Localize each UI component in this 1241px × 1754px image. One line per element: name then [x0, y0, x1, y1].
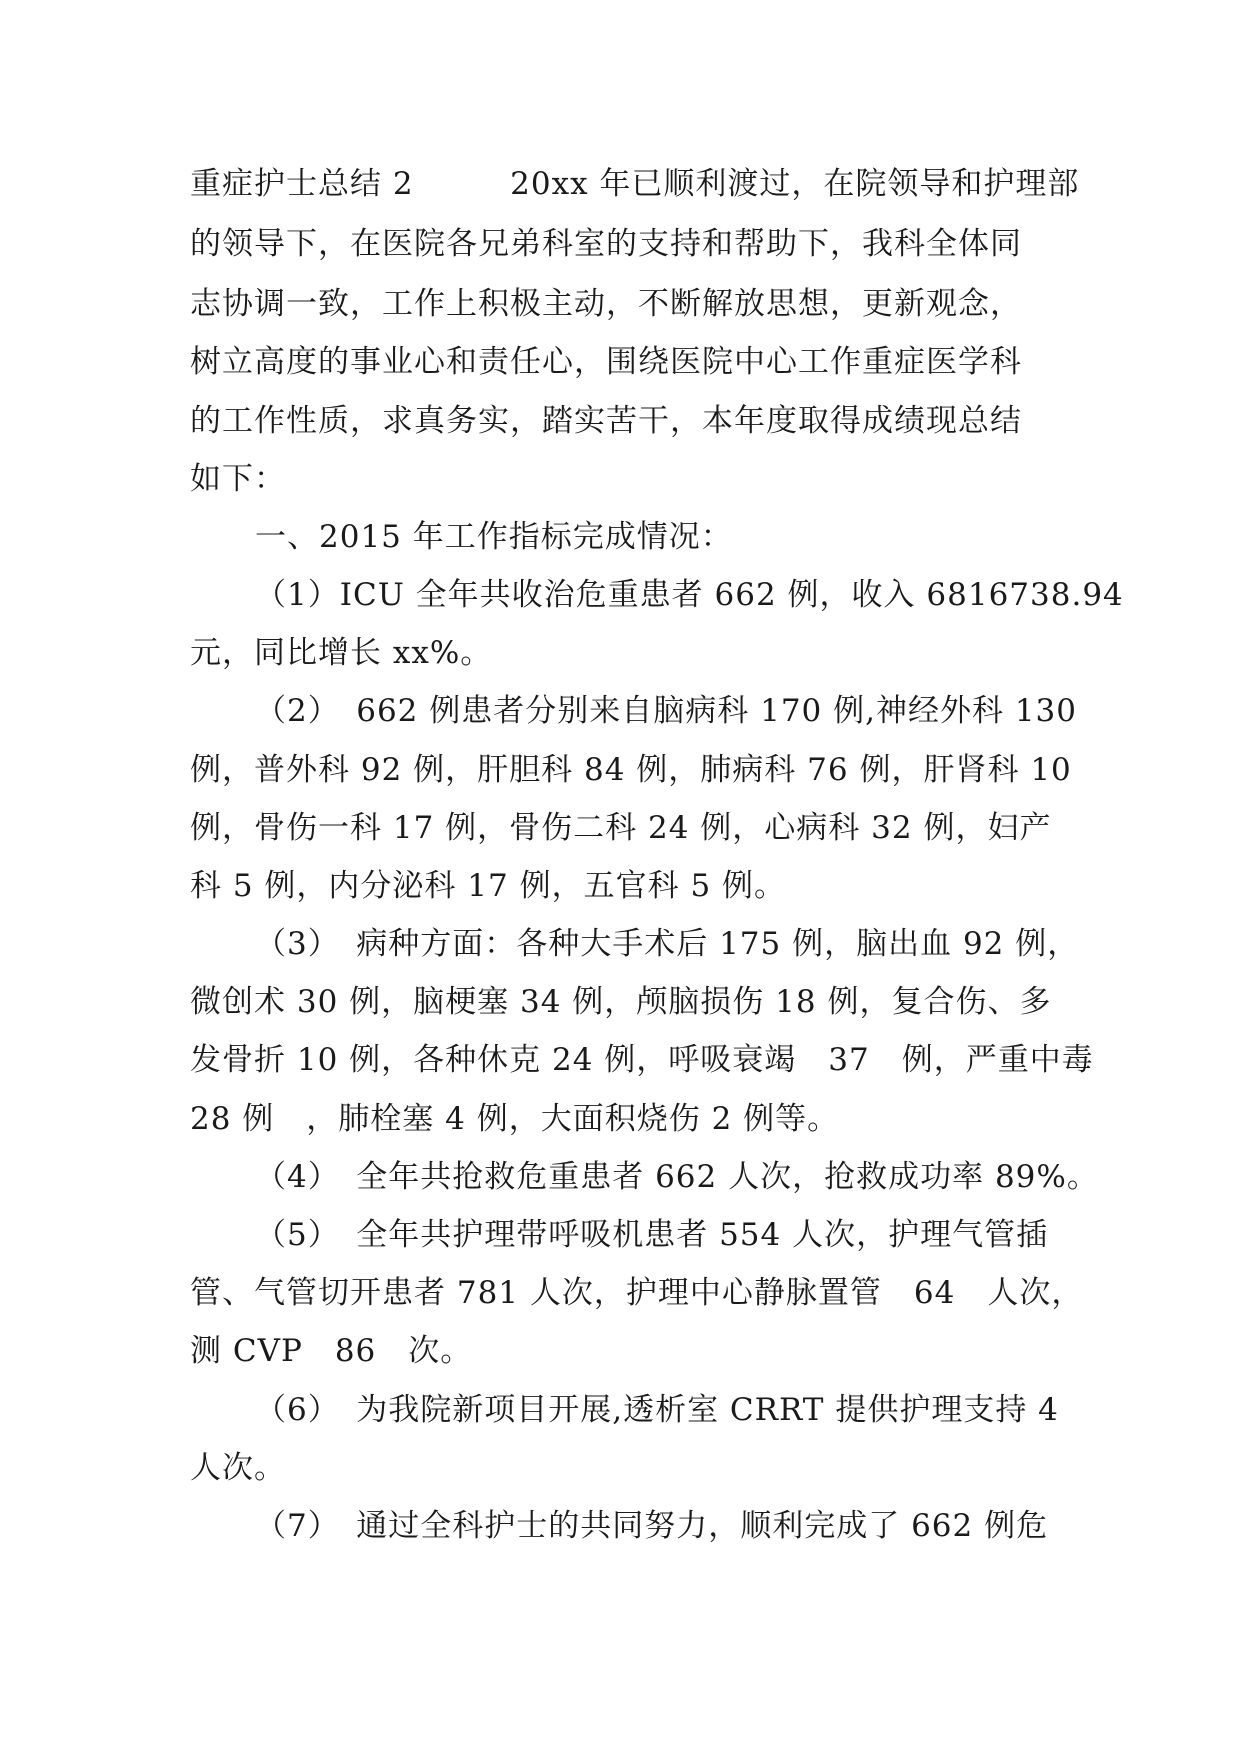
text-line: 例，骨伤一科 17 例，骨伤二科 24 例，心病科 32 例，妇产 [190, 810, 1052, 846]
text-line: （3） 病种方面：各种大手术后 175 例，脑出血 92 例， [255, 926, 1080, 962]
text-line: （2） 662 例患者分别来自脑病科 170 例,神经外科 130 [255, 693, 1077, 729]
text-line: 的领导下，在医院各兄弟科室的支持和帮助下，我科全体同 [190, 226, 1022, 262]
text-line: （4） 全年共抢救危重患者 662 人次，抢救成功率 89%。 [255, 1159, 1099, 1195]
text-line: 志协调一致，工作上积极主动，不断解放思想，更新观念， [190, 286, 1022, 322]
text-line: 人次。 [190, 1450, 286, 1486]
text-line: 科 5 例，内分泌科 17 例，五官科 5 例。 [190, 868, 787, 904]
text-line: （6） 为我院新项目开展,透析室 CRRT 提供护理支持 4 [255, 1392, 1059, 1428]
text-line: 28 例 ，肺栓塞 4 例，大面积烧伤 2 例等。 [190, 1101, 840, 1137]
text-line: （5） 全年共护理带呼吸机患者 554 人次，护理气管插 [255, 1217, 1049, 1253]
text-line: 树立高度的事业心和责任心，围绕医院中心工作重症医学科 [190, 344, 1022, 380]
text-line: 发骨折 10 例，各种休克 24 例，呼吸衰竭 37 例，严重中毒 [190, 1042, 1094, 1078]
text-line: 元，同比增长 xx%。 [190, 635, 493, 671]
text-line: 如下： [190, 461, 286, 497]
text-line: （1）ICU 全年共收治危重患者 662 例，收入 6816738.94 [255, 577, 1124, 613]
section-heading: 一、2015 年工作指标完成情况： [255, 519, 733, 555]
text-line: 测 CVP 86 次。 [190, 1333, 473, 1369]
text-line: 例，普外科 92 例，肝胆科 84 例，肺病科 76 例，肝肾科 10 [190, 752, 1072, 788]
text-line: 管、气管切开患者 781 人次，护理中心静脉置管 64 人次， [190, 1275, 1084, 1311]
text-line: 的工作性质，求真务实，踏实苦干，本年度取得成绩现总结 [190, 403, 1022, 439]
text-line: （7） 通过全科护士的共同努力，顺利完成了 662 例危 [255, 1508, 1049, 1544]
text-line: 重症护士总结 2 20xx 年已顺利渡过，在院领导和护理部 [190, 166, 1080, 202]
text-line: 微创术 30 例，脑梗塞 34 例，颅脑损伤 18 例，复合伤、多 [190, 984, 1052, 1020]
